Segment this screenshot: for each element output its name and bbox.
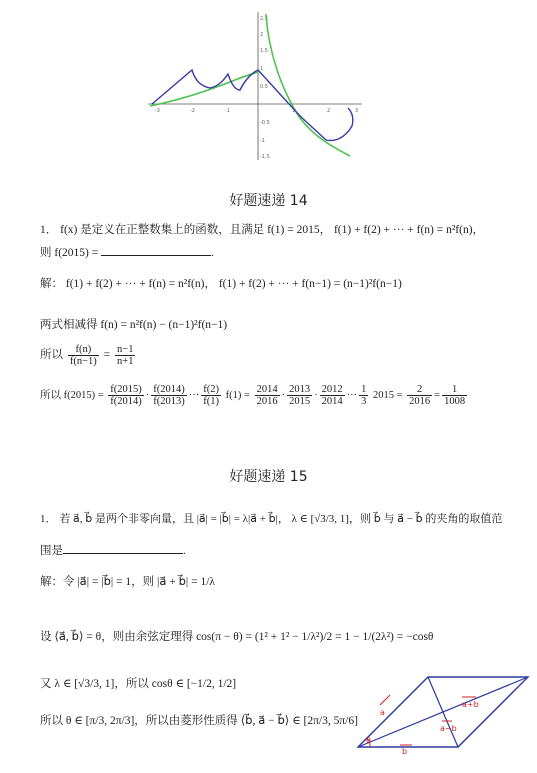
solution-14-line-2: 两式相减得 f(n) = n²f(n) − (n−1)²f(n−1) bbox=[40, 319, 228, 331]
fraction-denominator: 2015 bbox=[289, 396, 311, 407]
fraction bbox=[407, 384, 432, 407]
diagonal-difference bbox=[428, 677, 458, 747]
fraction bbox=[359, 384, 368, 407]
x-tick-label: 3 bbox=[355, 108, 359, 114]
y-tick-label: 0.5 bbox=[260, 84, 268, 90]
solution-14-line-4: 所以 f(2015) = $\frac{f(2015)}{f(2014)}$ · $\frac{f(2014)}{f(2013)}$ ··· $\frac{f(2)}{f(1)}$ f(1) = $\frac{2014}{2016}$ · $\frac{2013}{2015}$ · $\frac{2012}{2014}$ ··· $\frac{1}{3}$ 2015 = $\frac{2}{2016}$ = $\frac{1}{1008}$ bbox=[40, 384, 466, 407]
fraction-numerator: n−1 bbox=[117, 344, 134, 355]
label-a-plus-b: a+b bbox=[462, 700, 479, 709]
solution-15-line-4: 所以 θ ∈ [π/3, 2π/3]，所以由菱形性质得 ⟨b⃗, a⃗ − b⃗⟩ ∈ [2π/3, 5π/6] bbox=[40, 715, 358, 727]
fraction bbox=[287, 384, 312, 407]
fraction bbox=[108, 384, 144, 407]
x-tick-label: 1 bbox=[292, 108, 296, 114]
fraction bbox=[255, 384, 280, 407]
label-theta: θ bbox=[366, 736, 371, 745]
fraction-denominator: f(2014) bbox=[110, 396, 142, 407]
fraction-numerator: f(2) bbox=[203, 384, 220, 395]
fraction-numerator: f(n) bbox=[68, 344, 99, 356]
fraction-numerator: f(2014) bbox=[153, 384, 185, 395]
x-tick-label: -2 bbox=[190, 108, 195, 114]
fraction-denominator: 2016 bbox=[409, 396, 431, 407]
y-tick-label: 2 bbox=[260, 32, 264, 38]
fraction-numerator: 1 bbox=[361, 384, 367, 395]
fraction-numerator: 2014 bbox=[256, 384, 278, 395]
sol-3-prefix: 所以 bbox=[40, 349, 63, 362]
x-tick-label: 2 bbox=[327, 108, 331, 114]
problem-14-line-1: 1． f(x) 是定义在正整数集上的函数，且满足 f(1) = 2015， f(1) + f(2) + ··· + f(n) = n²f(n)， bbox=[40, 224, 485, 236]
solution-15-line-2: 设 ⟨a⃗, b⃗⟩ = θ，则由余弦定理得 cos(π − θ) = (1² + 1² − 1/λ²)/2 = 1 − 1/(2λ²) = −cosθ bbox=[40, 631, 434, 643]
period: . bbox=[183, 545, 186, 557]
function-graph bbox=[140, 8, 370, 168]
fraction bbox=[68, 344, 99, 367]
arrow-a bbox=[380, 695, 390, 705]
green-curve-left bbox=[150, 72, 258, 106]
sol-4-prefix: 所以 f(2015) = bbox=[40, 389, 104, 401]
fraction bbox=[442, 384, 467, 407]
y-tick-label: 1.5 bbox=[260, 48, 268, 54]
blue-curve bbox=[152, 70, 353, 140]
problem-14-line-2-text: 则 f(2015) = bbox=[40, 247, 102, 259]
answer-blank bbox=[101, 245, 211, 256]
y-tick-label: 1 bbox=[260, 66, 264, 72]
period: . bbox=[211, 247, 214, 259]
fraction-denominator: 1008 bbox=[444, 396, 466, 407]
problem-15-line-2-text: 围是 bbox=[40, 545, 63, 557]
sol-4-tail: 2015 = bbox=[372, 389, 403, 401]
fraction-numerator: 1 bbox=[442, 384, 467, 396]
sol-4-mid: f(1) = bbox=[225, 389, 250, 401]
problem-15-line-1: 1． 若 a⃗, b⃗ 是两个非零向量，且 |a⃗| = |b⃗| = λ|a⃗ + b⃗|， λ ∈ [√3/3, 1]，则 b⃗ 与 a⃗ − b⃗ 的夹角的取值范 bbox=[40, 513, 503, 525]
x-tick-label: -3 bbox=[155, 108, 160, 114]
solution-15-line-3: 又 λ ∈ [√3/3, 1]，所以 cosθ ∈ [−1/2, 1/2] bbox=[40, 678, 237, 690]
answer-blank bbox=[63, 543, 183, 554]
fraction-denominator: 2016 bbox=[256, 396, 278, 407]
label-b: b bbox=[402, 747, 408, 755]
fraction-numerator: 2012 bbox=[321, 384, 343, 395]
fraction-numerator: f(2015) bbox=[110, 384, 142, 395]
fraction-denominator: f(2013) bbox=[153, 396, 185, 407]
problem-14-line-2 bbox=[40, 244, 214, 260]
fraction-denominator: 2014 bbox=[321, 396, 343, 407]
y-tick-label: 2.5 bbox=[260, 16, 268, 22]
y-tick-label: -0.5 bbox=[260, 120, 270, 126]
solution-14-line-1: 解： f(1) + f(2) + ··· + f(n) = n²f(n)， f(1) + f(2) + ··· + f(n−1) = (n−1)²f(n−1) bbox=[40, 278, 402, 290]
fraction bbox=[151, 384, 187, 407]
fraction-denominator: 3 bbox=[361, 396, 367, 407]
fraction bbox=[115, 344, 135, 367]
label-a: a bbox=[380, 708, 385, 717]
label-a-minus-b: a−b bbox=[440, 724, 457, 733]
y-tick-label: -1 bbox=[260, 138, 265, 144]
green-curve-right bbox=[266, 14, 350, 156]
equals: = bbox=[103, 349, 111, 362]
fraction-denominator: f(n−1) bbox=[69, 356, 97, 367]
fraction bbox=[320, 384, 345, 407]
fraction-denominator: f(1) bbox=[203, 396, 220, 407]
fraction-denominator: n+1 bbox=[117, 356, 134, 367]
fraction-numerator: 2 bbox=[407, 384, 432, 396]
problem-15-line-2 bbox=[40, 542, 186, 558]
x-tick-label: -1 bbox=[225, 108, 230, 114]
section-15-title: 好题速递 15 bbox=[229, 469, 308, 485]
fraction-numerator: 2013 bbox=[289, 384, 311, 395]
vector-rhombus-diagram bbox=[350, 665, 535, 755]
solution-14-line-3 bbox=[40, 344, 137, 367]
solution-15-line-1: 解：令 |a⃗| = |b⃗| = 1，则 |a⃗ + b⃗| = 1/λ bbox=[40, 576, 215, 588]
section-14-title: 好题速递 14 bbox=[229, 193, 308, 209]
y-tick-label: -1.5 bbox=[260, 154, 270, 160]
fraction bbox=[201, 384, 221, 407]
